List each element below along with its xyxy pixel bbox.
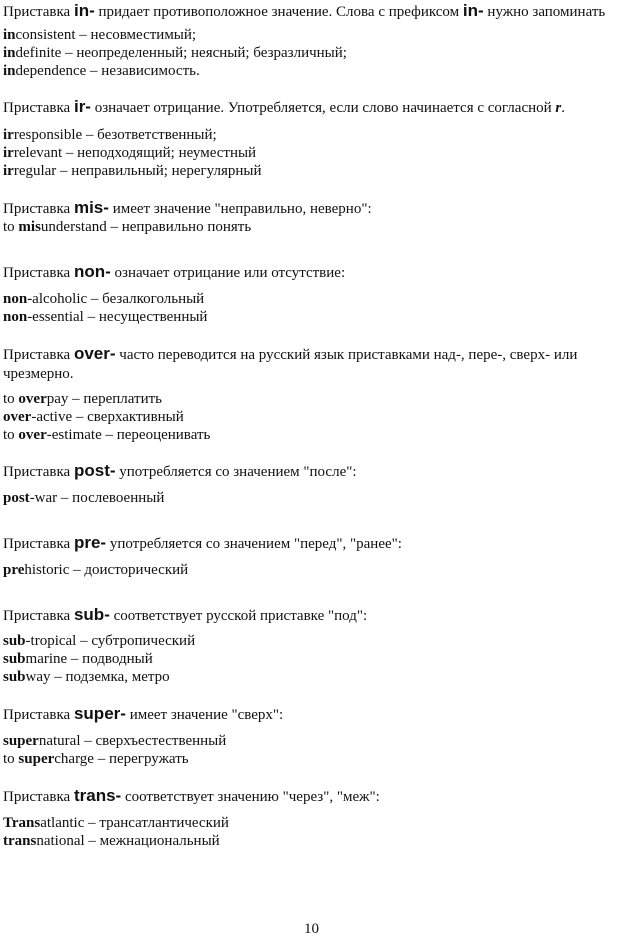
section-non-intro: [3, 263, 345, 282]
word-translation: atlantic – трансатлантический: [40, 815, 229, 831]
section-post-intro: [3, 462, 357, 481]
intro-text: означает отрицание или отсутствие:: [110, 265, 346, 281]
vocab-entry: [3, 290, 204, 308]
section-ir-intro: [3, 98, 565, 117]
word-translation: -estimate – переоценивать: [46, 427, 211, 443]
section-pre-intro: [3, 534, 402, 553]
vocab-entry: [3, 561, 188, 579]
word-stem: trans: [3, 833, 37, 849]
intro-text: имеет значение "неправильно, неверно":: [108, 201, 372, 217]
section-super-intro: [3, 705, 283, 724]
word-stem: sub: [3, 651, 26, 667]
vocab-entry: [3, 632, 195, 650]
intro-text: Приставка: [3, 265, 74, 281]
word-translation: responsible – безответственный;: [13, 127, 217, 143]
word-translation: definite – неопределенный; неясный; безразличный;: [15, 45, 347, 61]
word-translation: natural – сверхъестественный: [38, 733, 227, 749]
intro-text: употребляется со значением "после":: [115, 464, 357, 480]
prefix-term: pre-: [73, 533, 107, 552]
intro-text: придает противоположное значение. Слова с префиксом: [94, 4, 463, 20]
word-translation: charge – перегружать: [54, 751, 189, 767]
word-translation: way – подземка, метро: [25, 669, 170, 685]
word-stem: sub: [3, 669, 26, 685]
word-stem: non: [3, 309, 28, 325]
page-number: 10: [304, 921, 319, 937]
word-stem: in: [3, 63, 16, 79]
word-stem: over: [3, 409, 32, 425]
vocab-entry: [3, 750, 189, 768]
vocab-entry: [3, 668, 170, 686]
intro-text: означает отрицание. Употребляется, если слово начинается с согласной: [90, 100, 556, 116]
word-translation: -war – послевоенный: [29, 490, 165, 506]
vocab-entry: [3, 62, 200, 80]
word-stem: over: [18, 427, 47, 443]
word-stem: super: [3, 733, 39, 749]
prefix-term: trans-: [73, 786, 122, 805]
intro-text: Приставка: [3, 4, 74, 20]
word-stem: in: [3, 45, 16, 61]
word-particle: to: [3, 427, 19, 443]
prefix-term: over-: [73, 344, 116, 363]
prefix-term: in-: [462, 1, 484, 20]
intro-text: соответствует русской приставке "под":: [109, 608, 368, 624]
vocab-entry: [3, 489, 164, 507]
word-stem: super: [18, 751, 55, 767]
section-sub-intro: [3, 606, 367, 625]
word-translation: -essential – несущественный: [27, 309, 208, 325]
word-stem: post: [3, 490, 30, 506]
word-particle: to: [3, 751, 19, 767]
prefix-term: post-: [73, 461, 116, 480]
vocab-entry: [3, 832, 220, 850]
vocab-entry: [3, 390, 162, 408]
word-stem: mis: [18, 219, 41, 235]
word-stem: ir: [3, 163, 14, 179]
prefix-term: super-: [73, 704, 126, 723]
word-stem: in: [3, 27, 16, 43]
word-translation: marine – подводный: [25, 651, 153, 667]
vocab-entry: [3, 218, 251, 236]
intro-text: Приставка: [3, 789, 74, 805]
section-in-intro: [3, 2, 605, 21]
word-stem: ir: [3, 145, 14, 161]
word-translation: relevant – неподходящий; неуместный: [13, 145, 257, 161]
word-translation: historic – доисторический: [24, 562, 189, 578]
vocab-entry: [3, 408, 184, 426]
vocab-entry: [3, 144, 256, 162]
word-stem: sub: [3, 633, 26, 649]
prefix-term: non-: [73, 262, 111, 281]
intro-text: Приставка: [3, 707, 74, 723]
intro-text: соответствует значению "через", "меж":: [121, 789, 380, 805]
section-over-intro-cont: чрезмерно.: [3, 366, 74, 382]
vocab-entry: [3, 162, 262, 180]
word-translation: -tropical – субтропический: [25, 633, 196, 649]
intro-text: часто переводится на русский язык приставками над-, пере-, сверх- или: [115, 347, 578, 363]
intro-text: Приставка: [3, 201, 74, 217]
word-particle: to: [3, 219, 19, 235]
intro-text: Приставка: [3, 100, 74, 116]
prefix-term: sub-: [73, 605, 110, 624]
vocab-entry: [3, 308, 207, 326]
word-stem: ir: [3, 127, 14, 143]
word-translation: consistent – несовместимый;: [15, 27, 197, 43]
section-trans-intro: [3, 787, 380, 806]
intro-text: Приставка: [3, 464, 74, 480]
intro-text: Приставка: [3, 347, 74, 363]
word-stem: over: [18, 391, 47, 407]
vocab-entry: [3, 814, 229, 832]
vocab-entry: [3, 44, 347, 62]
intro-text: имеет значение "сверх":: [125, 707, 284, 723]
word-translation: regular – неправильный; нерегулярный: [13, 163, 262, 179]
vocab-entry: [3, 650, 153, 668]
prefix-term: ir-: [73, 97, 91, 116]
word-translation: -alcoholic – безалкогольный: [27, 291, 205, 307]
prefix-term: in-: [73, 1, 95, 20]
word-stem: pre: [3, 562, 25, 578]
vocab-entry: [3, 26, 196, 44]
letter-r: r: [555, 100, 562, 116]
intro-text: Приставка: [3, 608, 74, 624]
word-translation: -active – сверхактивный: [31, 409, 184, 425]
intro-text: нужно запоминать: [483, 4, 606, 20]
section-mis-intro: [3, 199, 372, 218]
word-stem: non: [3, 291, 28, 307]
word-stem: Trans: [3, 815, 41, 831]
vocab-entry: [3, 426, 210, 444]
intro-text: употребляется со значением "перед", "ранее":: [106, 536, 402, 552]
word-translation: pay – переплатить: [46, 391, 163, 407]
intro-text: Приставка: [3, 536, 74, 552]
prefix-term: mis-: [73, 198, 109, 217]
word-particle: to: [3, 391, 19, 407]
intro-text: .: [561, 100, 566, 116]
word-translation: understand – неправильно понять: [40, 219, 252, 235]
word-translation: dependence – независимость.: [15, 63, 200, 79]
word-translation: national – межнациональный: [36, 833, 220, 849]
section-over-intro: [3, 345, 577, 364]
vocab-entry: [3, 732, 226, 750]
vocab-entry: [3, 126, 217, 144]
